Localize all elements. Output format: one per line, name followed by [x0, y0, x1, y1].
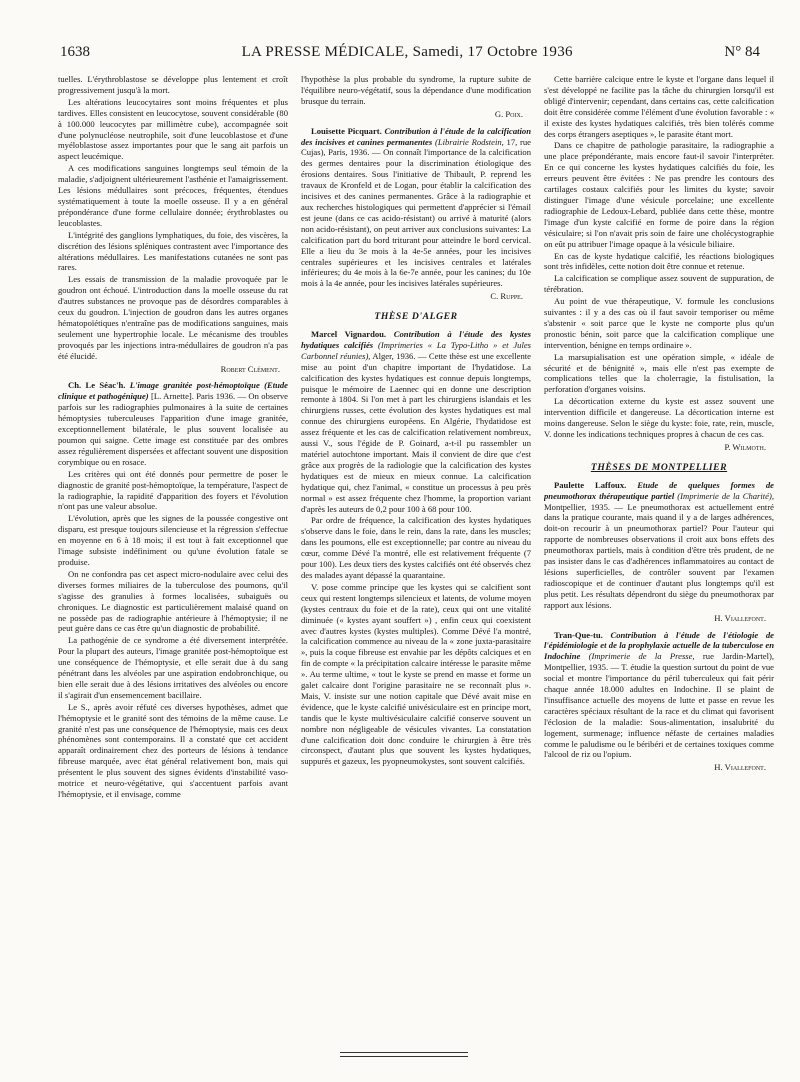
entry-title: Contribution à l'étude de la calcification des incisives et canines permanentes: [301, 125, 531, 147]
section-heading: THÈSES DE MONTPELLIER: [590, 461, 728, 473]
entry-publisher: (Imprimerie de la Charité),: [677, 490, 774, 501]
entry-title: Contribution à l'étude des kystes hydatiques calcifiés: [301, 329, 531, 350]
entry-publisher: (Librairie Rodstein,: [434, 136, 504, 147]
entry-title: L'image granitée post-hémoptoïque (Etude clinique et pathogénique): [58, 380, 288, 402]
review-entry: [301, 126, 531, 290]
paragraph: Les essais de transmission de la maladie provoquée par le goudron ont échoué. L'introduction dans la moelle osseuse du rat d'autres substances ne provoque pas de désordres comparables à ceux du goudron. L'injection de goudron dans les autres organes hématopoïétiques n'entraîne pas de modifications sanguines, mais seulement une hypertrophie locale. Le mécanisme des troubles provoqués par les injections intra-médullaires de goudron n'a pas été élucidé.: [58, 274, 288, 361]
column-1: [58, 74, 288, 1034]
entry-publisher: (Imprimeries « La Typo-Litho » et Jules Carbonnel réunies),: [301, 339, 531, 361]
paragraph: L'évolution, après que les signes de la poussée congestive ont disparu, est presque toujours silencieuse et la régression s'effectue en moyenne en 6 à 18 mois; il est tout à fait exceptionnel que l'image subsiste indéfiniment ou qu'une évolution fatale se produise.: [58, 513, 288, 567]
paragraph: V. pose comme principe que les kystes qui se calcifient sont ceux qui restent longtemps silencieux et latents, de volume moyen (kystes centraux du foie et de la rate), ceux qui ont une vitalité diminuée (« kystes ayant souffert ») , enfin ceux qui coexistent avec d'autres kystes (kystes multiples). Comme Dévé l'a montré, la calcification commence au niveau de la « zone juxta-parasitaire », puis la coque fibreuse est envahie par les dépôts calciques et en fin de compte « la précipitation calcaire intéresse le parasite même ». Au terme ultime, « tout le kyste se prend en masse et forme un galet calcaire dont l'origine parasitaire ne se reconnaît plus ». Mais, V. insiste sur une notion capitale que Dévé avait mise en évidence, que le kyste calcifié univésiculaire est en principe mort, tandis que le kyste multivésiculaire calcifié conserve souvent un nombre non négligeable de vésicules vivantes. La constatation d'une calcification doit donc conduire le chirurgien à être très circonspect, d'autant plus que souvent les kystes hydatiques, suppurés et gazeux, les pyopneumokystes, sont souvent calcifiés.: [301, 581, 531, 767]
paragraph: Par ordre de fréquence, la calcification des kystes hydatiques s'observe dans le foie, dans le rein, dans la rate, dans les muscles; dans les poumons, elle est exceptionnelle; par contre au niveau du cœur, comme Dévé l'a montré, elle est relativement fréquente (7 pour 100). Les deux tiers des kystes calcifiés ont été observés chez des malades ayant dépassé la quarantaine.: [301, 515, 531, 580]
paragraph: La calcification se complique assez souvent de suppuration, de térébration.: [544, 273, 774, 295]
article-columns: [58, 74, 774, 1034]
paragraph: En cas de kyste hydatique calcifié, les réactions biologiques sont très infidèles, cette notion doit être connue et retenue.: [544, 250, 774, 272]
review-entry: [544, 630, 774, 761]
page-number: 1638: [60, 44, 90, 60]
paragraph: Les critères qui ont été donnés pour permettre de poser le diagnostic de granité post-hémoptoïque, la température, l'aspect de la radiographie, la rapidité d'apparition des foyers et l'évolution n'ont pas une valeur absolue.: [58, 468, 288, 512]
footer-rule: [340, 1056, 468, 1057]
paragraph: l'hypothèse la plus probable du syndrome, la rupture subite de l'équilibre neuro-végétatif, sous la dépendance d'une modification brusque du terrain.: [301, 74, 531, 106]
entry-author: Louisette Picquart.: [311, 125, 382, 136]
signature: Robert Clément.: [220, 363, 280, 374]
paragraph: Dans ce chapitre de pathologie parasitaire, la radiographie a une place prépondérante, mais encore faut-il savoir l'interpréter. En ce qui concerne les kystes hydatiques calcifiés du foie, les erreurs peuvent être évitées : Ne pas prendre les contours des cartilages costaux calcifiés pour les limites du kyste; savoir distinguer l'image d'une vésicule porcelaine; une excellente radiographie de Ledoux-Lebard, publiée dans cette thèse, montre l'image d'un kyste calcifié en forme de poire dans la région vésiculaire; si l'on n'avait pris soin de faire une cholécystographie on eût pu attribuer l'image opaque à la vésicule biliaire.: [544, 140, 774, 249]
signature: G. Poix.: [494, 108, 523, 119]
paragraph: Le S., après avoir réfuté ces diverses hypothèses, admet que l'hémoptysie et le granité sont des témoins de la même cause. Le granité n'est pas une conséquence de l'hémoptysie, mais ces deux phénomènes sont contemporains. Il a constaté que cet accident apparaît ordinairement chez des porteurs de lésions à tendance fibreuse marquée, avec état général relativement bon, mais qui présentent le plus souvent des signes évidents d'instabilité vaso-motrice et neuro-végétative, qui s'accentuent parfois avant l'hémoptysie, et il envisage, comme: [58, 701, 288, 799]
footer-rule: [340, 1052, 468, 1053]
paragraph: La pathogénie de ce syndrome a été diversement interprétée. Pour la plupart des auteurs, l'image granitée post-hémoptoïque est une conséquence de l'hémoptysie, et elle serait due à du sang pénétrant dans les alvéoles par une aspiration endobronchique, ou bien elle serait due à des lésions irritatives des alvéoles ou encore il s'agirait d'un ensemencement bacillaire.: [58, 635, 288, 700]
column-3: [544, 74, 774, 1034]
entry-body: 17, rue Cujas), Paris, 1936. — On connaît l'importance de la calcification des germes dentaires pour la discrimination étiologique des érosions dentaires. Sous l'initiative de Thibault, P. reprend les travaux de Kronfeld et de Logan, pour établir la calcification des incisives et des canines permanentes. Grâce à la radiographie et aux recherches histologiques qui permettent d'apprécier si l'émail est jeune (dans ce cas acido-résistant) ou arrivé à maturité (alors non acido-résistant), on peut arriver aux conclusions suivantes: La calcification part du bord triturant pour atteindre le bord cervical. Elle a lieu du 3e mois à la 4e-5e années, pour les incisives centrales supérieures et les incisives centrales et latérales inférieures; du 4e mois à la 6e-7e année, pour les canines; du 10e mois à la 4e année, pour les incisives latérales supérieures.: [301, 136, 531, 289]
entry-author: Marcel Vignardou.: [311, 329, 387, 340]
review-entry: [58, 380, 288, 467]
signature: P. Wilmoth.: [724, 441, 766, 452]
section-heading: THÈSE D'ALGER: [374, 311, 458, 323]
entry-title: Contribution à l'étude de l'étiologie de l'épidémiologie et de la prophylaxie actuelle de la tuberculose en Indochine: [544, 629, 774, 662]
entry-body: Montpellier, 1935. — Le pneumothorax est actuellement entré dans la pratique courante, mais quand il y a de larges adhérences, doit-on recourir à un pneumothorax partiel? Pour l'auteur qui rapporte de nombreuses observations il croit aux bons effets des pneumothorax partiels, mais à condition d'être très prudent, de ne pas insister dans le cas d'adhérences inflammatoires au contact de lésions superficielles, de contrôler souvent par l'examen radioscopique et de continuer d'autant plus longtemps qu'il est plus petit. Les résultats dépendront du siège du pneumothorax par rapport aux lésions.: [544, 501, 774, 610]
issue-number: N° 84: [724, 44, 760, 60]
entry-author: Paulette Laffoux.: [554, 479, 627, 490]
entry-body: rue Jardin-Martel), Montpellier, 1935. — T. étudie la question surtout du point de vue social et montre l'importance du péril tuberculeux qui fait périr chaque année 18.000 adultes en Indochine. Il se plaint de l'insuffisance actuelle des moyens de lutte et passe en revue les caractères spéciaux résultant de la race et du climat qui favorisent l'éclosion de la maladie: Sous-alimentation, insalubrité du logement, surmenage; influence néfaste de certaines maladies comme le paludisme ou le béribéri et de certaines toxiques comme l'alcool de riz ou l'opium.: [544, 651, 774, 760]
paragraph: La marsupialisation est une opération simple, « idéale de sécurité et de bénignité », mais elle n'est pas exempte de complications telles que la cholerragie, la fistulisation, la perforation d'organes voisins.: [544, 351, 774, 395]
paragraph: Au point de vue thérapeutique, V. formule les conclusions suivantes : il y a des cas où il faut savoir temporiser ou même s'abstenir « soit parce que le kyste ne comporte plus qu'un pronostic bénin, soit parce que la calcification complique une intervention, bénigne en temps ordinaire ».: [544, 296, 774, 350]
paragraph: tuelles. L'érythroblastose se développe plus lentement et croît progressivement jusqu'à la mort.: [58, 74, 288, 95]
signature: H. Viallefont.: [714, 612, 766, 623]
review-entry: [301, 329, 531, 514]
paragraph: A ces modifications sanguines longtemps seul témoin de la maladie, s'adjoignent ultérieurement l'asthénie et l'amaigrissement. Les lésions médullaires sont précoces, fréquentes, étendues systématiquement à toute la moelle osseuse. Il y a en général prépondérance d'une forme cellulaire donnée; érythroblastes ou leucoblastes.: [58, 163, 288, 228]
entry-publisher: (Imprimerie de la Presse,: [588, 651, 695, 662]
entry-title: Etude de quelques formes de pneumothorax thérapeutique partiel: [544, 479, 774, 501]
page-header: [60, 44, 760, 66]
paragraph: L'intégrité des ganglions lymphatiques, du foie, des viscères, la discrétion des lésions spléniques contrastent avec l'importance des altérations médullaires. Les manifestations cutanées ne sont pas rares.: [58, 229, 288, 273]
entry-body: [L. Arnette]. Paris 1936. — On observe parfois sur les radiographies pulmonaires à la suite de certaines hémoptysies tuberculeuses l'apparition d'une image granitée, exceptionnellement bilatérale, le plus souvent localisée au poumon qui saigne. Cette image est constituée par des ombres assez régulièrement dispersées et affectant souvent une disposition corymbique ou en rosace.: [58, 391, 288, 467]
entry-author: Tran-Que-tu.: [554, 629, 603, 640]
paragraph: Cette barrière calcique entre le kyste et l'organe dans lequel il s'est développé ne facilite pas la tâche du chirurgien lorsqu'il est obligé d'intervenir; cependant, dans certains cas, cette calcification doit être considérée comme l'élément d'une évolution favorable : « il existe des kystes hydatiques calcifiés, très bien tolérés comme des corps étrangers aseptiques », le parasite étant mort.: [544, 74, 774, 139]
entry-author: Ch. Le Séac'h.: [68, 380, 126, 391]
column-2: [301, 74, 531, 1034]
signature: C. Ruppe.: [490, 291, 523, 302]
journal-title: LA PRESSE MÉDICALE, Samedi, 17 Octobre 1936: [241, 44, 573, 60]
paragraph: Les altérations leucocytaires sont moins fréquentes et plus tardives. Elles consistent en leucocytose, souvent considérable (80 à 100.000 leucocytes par millimètre cube), accompagnée soit d'une polynucléose neutrophile, soit d'une leucoblastose et d'une myéloblastose assez importantes pour que le sang ait parfois un aspect leucémique.: [58, 96, 288, 162]
signature: H. Viallefont.: [714, 762, 766, 773]
entry-body: Alger, 1936. — Cette thèse est une excellente mise au point d'un chapitre important de l'hydatidose. La calcification des kystes hydatiques est connue depuis longtemps, puisque le mémoire de Laennec qui en donne une description remonte à 1804. Si l'on met à part les chirurgiens islandais et les chirurgiens russes, cette évolution des kystes hydatiques est mal connue des chirurgiens européens. En Algérie, l'hydatidose est assez fréquente et les cas de calcification relativement nombreux, aussi V., sous l'égide de P. Goinard, a-t-il pu rassembler un matériel autochtone important. Mais il convient de dire que c'est grâce aux progrès de la radiologie que la calcification des kystes hydatiques est de mieux en mieux connue. La calcification hydatique qui, chez l'animal, « constitue un processus à peu près normal » est assez fréquente chez l'homme, la proportion variant d'après les auteurs de 0,2 pour 100 à 68 pour 100.: [301, 350, 531, 514]
paragraph: La décortication externe du kyste est assez souvent une intervention difficile et dangereuse. La décortication interne est moins dangereuse. Selon le siège du kyste: foie, rate, rein, muscle, V. donne les indications techniques propres à chacun de ces cas.: [544, 396, 774, 439]
review-entry: [544, 480, 774, 611]
paragraph: On ne confondra pas cet aspect micro-nodulaire avec celui des diverses formes miliaires de la tuberculose des poumons, qu'il s'agisse des granulies à formes localisées, subaiguës ou chroniques. Le diagnostic est particulièrement malaisé quand on ne possède pas de radiographie antérieure à l'hémoptysie; il ne peut guère dans ce cas être qu'un diagnostic de probabilité.: [58, 568, 288, 634]
